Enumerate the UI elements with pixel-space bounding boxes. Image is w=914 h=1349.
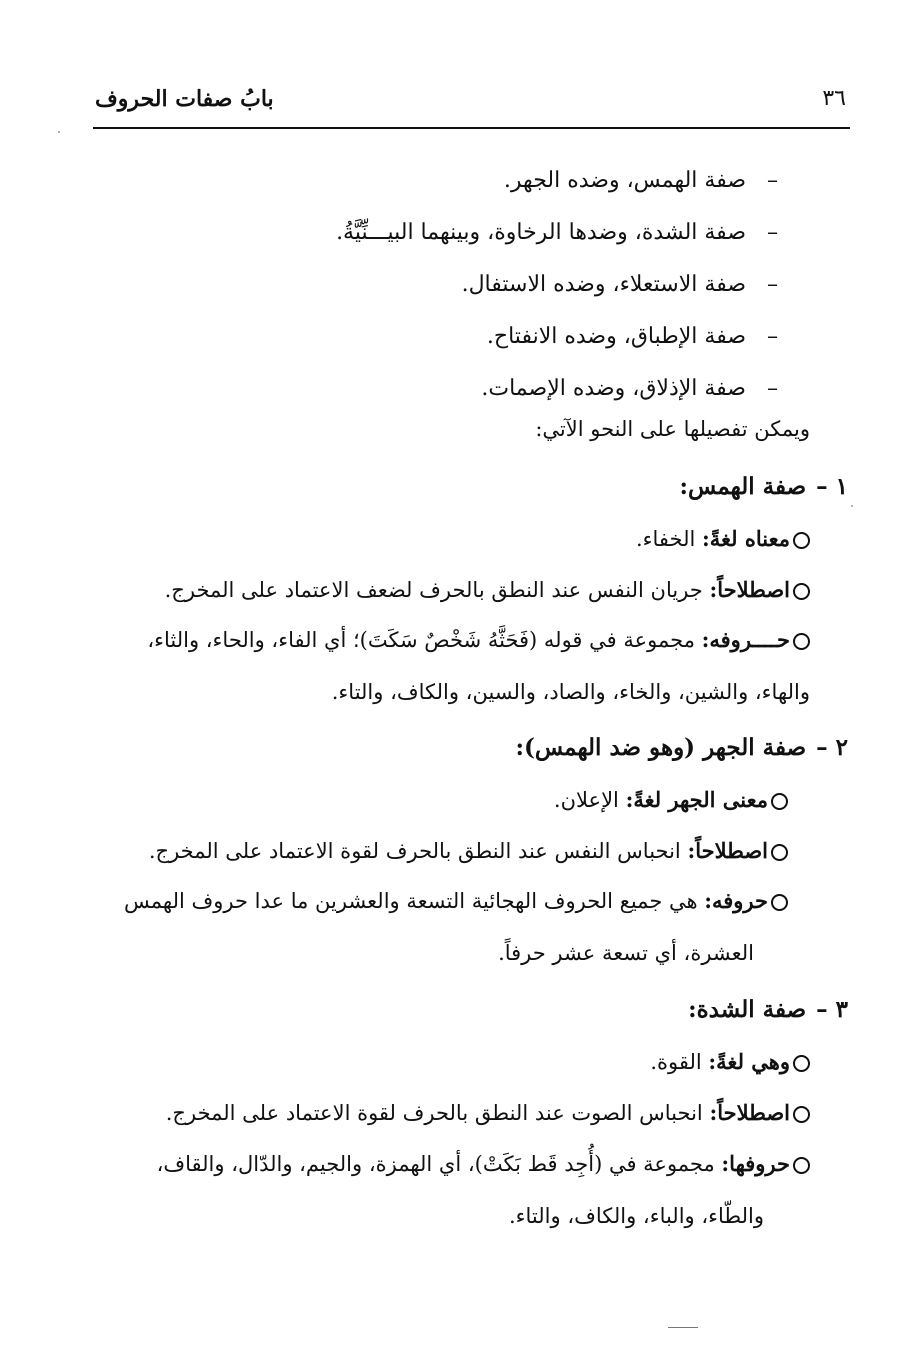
list-item-text: صفة الهمس، وضده الجهر.	[503, 168, 746, 193]
circle-bullet-icon	[793, 1157, 810, 1174]
attributes-list	[158, 163, 778, 423]
circle-bullet-icon	[793, 583, 810, 600]
circle-bullet-icon	[771, 894, 788, 911]
intro-paragraph: ويمكن تفصيلها على النحو الآتي:	[535, 417, 810, 441]
definition-line	[165, 573, 810, 607]
definition-text: القوة.	[650, 1050, 709, 1074]
footer-mark	[668, 1327, 698, 1328]
bullet-dash: –	[767, 168, 778, 193]
definition-line	[636, 522, 810, 556]
section-title: صفة الجهر	[703, 734, 807, 761]
definition-term: اصطلاحاً:	[687, 838, 768, 863]
definition-term: معناه لغةً:	[702, 526, 790, 551]
definition-continuation: العشرة، أي تسعة عشر حرفاً.	[498, 941, 754, 965]
definition-text: مجموعة في (أُجِد قَط بَكَتْ)، أي الهمزة، والجيم، والدّال، والقاف،	[156, 1152, 722, 1176]
section-number: ١ –	[816, 473, 848, 500]
definition-term: اصطلاحاً:	[709, 1100, 790, 1125]
circle-bullet-icon	[771, 844, 788, 861]
header-rule	[93, 127, 850, 129]
list-item	[158, 319, 778, 371]
circle-bullet-icon	[793, 633, 810, 650]
definition-line	[166, 1096, 810, 1130]
bullet-dash: –	[767, 324, 778, 349]
running-head	[95, 84, 846, 114]
scan-speck	[58, 131, 60, 133]
bullet-dash: –	[767, 220, 778, 245]
definition-line	[650, 1045, 810, 1079]
bullet-dash: –	[767, 376, 778, 401]
circle-bullet-icon	[793, 532, 810, 549]
definition-text: مجموعة في قوله (فَحَثَّهُ شَخْصٌ سَكَتَ)؛ أي الفاء، والحاء، والثاء،	[147, 628, 702, 652]
section-heading	[688, 993, 848, 1027]
definition-text: الإعلان.	[553, 788, 626, 812]
chapter-title: بابُ صفات الحروف	[95, 86, 274, 112]
circle-bullet-icon	[793, 1106, 810, 1123]
definition-text: انحباس الصوت عند النطق بالحرف لقوة الاعتماد على المخرج.	[165, 1101, 710, 1125]
section-heading	[515, 731, 848, 765]
section-number: ٣ –	[816, 996, 848, 1023]
definition-continuation: والطّاء، والباء، والكاف، والتاء.	[508, 1204, 764, 1228]
section-title: صفة الهمس:	[679, 473, 807, 500]
definition-text: الخفاء.	[635, 527, 703, 551]
definition-line	[90, 623, 810, 657]
definition-text: جريان النفس عند النطق بالحرف لضعف الاعتماد على المخرج.	[164, 578, 710, 602]
circle-bullet-icon	[771, 793, 788, 810]
list-item-text: صفة الاستعلاء، وضده الاستفال.	[461, 272, 746, 297]
list-item	[158, 215, 778, 267]
list-item-text: صفة الإذلاق، وضده الإصمات.	[481, 376, 746, 401]
page-number: ٣٦	[822, 86, 846, 111]
definition-line	[149, 834, 788, 868]
definition-line	[90, 884, 788, 918]
definition-term: حروفه:	[704, 888, 768, 913]
list-item	[158, 267, 778, 319]
definition-term: اصطلاحاً:	[709, 577, 790, 602]
definition-term: حروفها:	[721, 1151, 790, 1176]
list-item-text: صفة الشدة، وضدها الرخاوة، وبينهما البيـــنِّيَّةُ.	[336, 220, 746, 245]
definition-text: هي جميع الحروف الهجائية التسعة والعشرين ما عدا حروف الهمس	[123, 889, 705, 913]
section-title-note: (وهو ضد الهمس):	[515, 734, 696, 761]
definition-text: انحباس النفس عند النطق بالحرف لقوة الاعتماد على المخرج.	[148, 839, 688, 863]
definition-line	[554, 783, 788, 817]
definition-term: معنى الجهر لغةً:	[625, 787, 768, 812]
definition-continuation: والهاء، والشين، والخاء، والصاد، والسين، والكاف، والتاء.	[331, 680, 810, 704]
section-title: صفة الشدة:	[688, 996, 807, 1023]
section-number: ٢ –	[816, 734, 848, 761]
definition-term: وهي لغةً:	[708, 1049, 790, 1074]
circle-bullet-icon	[793, 1055, 810, 1072]
definition-term: حــــروفه:	[701, 627, 790, 652]
scan-speck	[851, 505, 853, 507]
list-item	[158, 163, 778, 215]
definition-line	[88, 1147, 810, 1181]
list-item-text: صفة الإطباق، وضده الانفتاح.	[486, 324, 746, 349]
section-heading	[680, 470, 849, 504]
bullet-dash: –	[767, 272, 778, 297]
